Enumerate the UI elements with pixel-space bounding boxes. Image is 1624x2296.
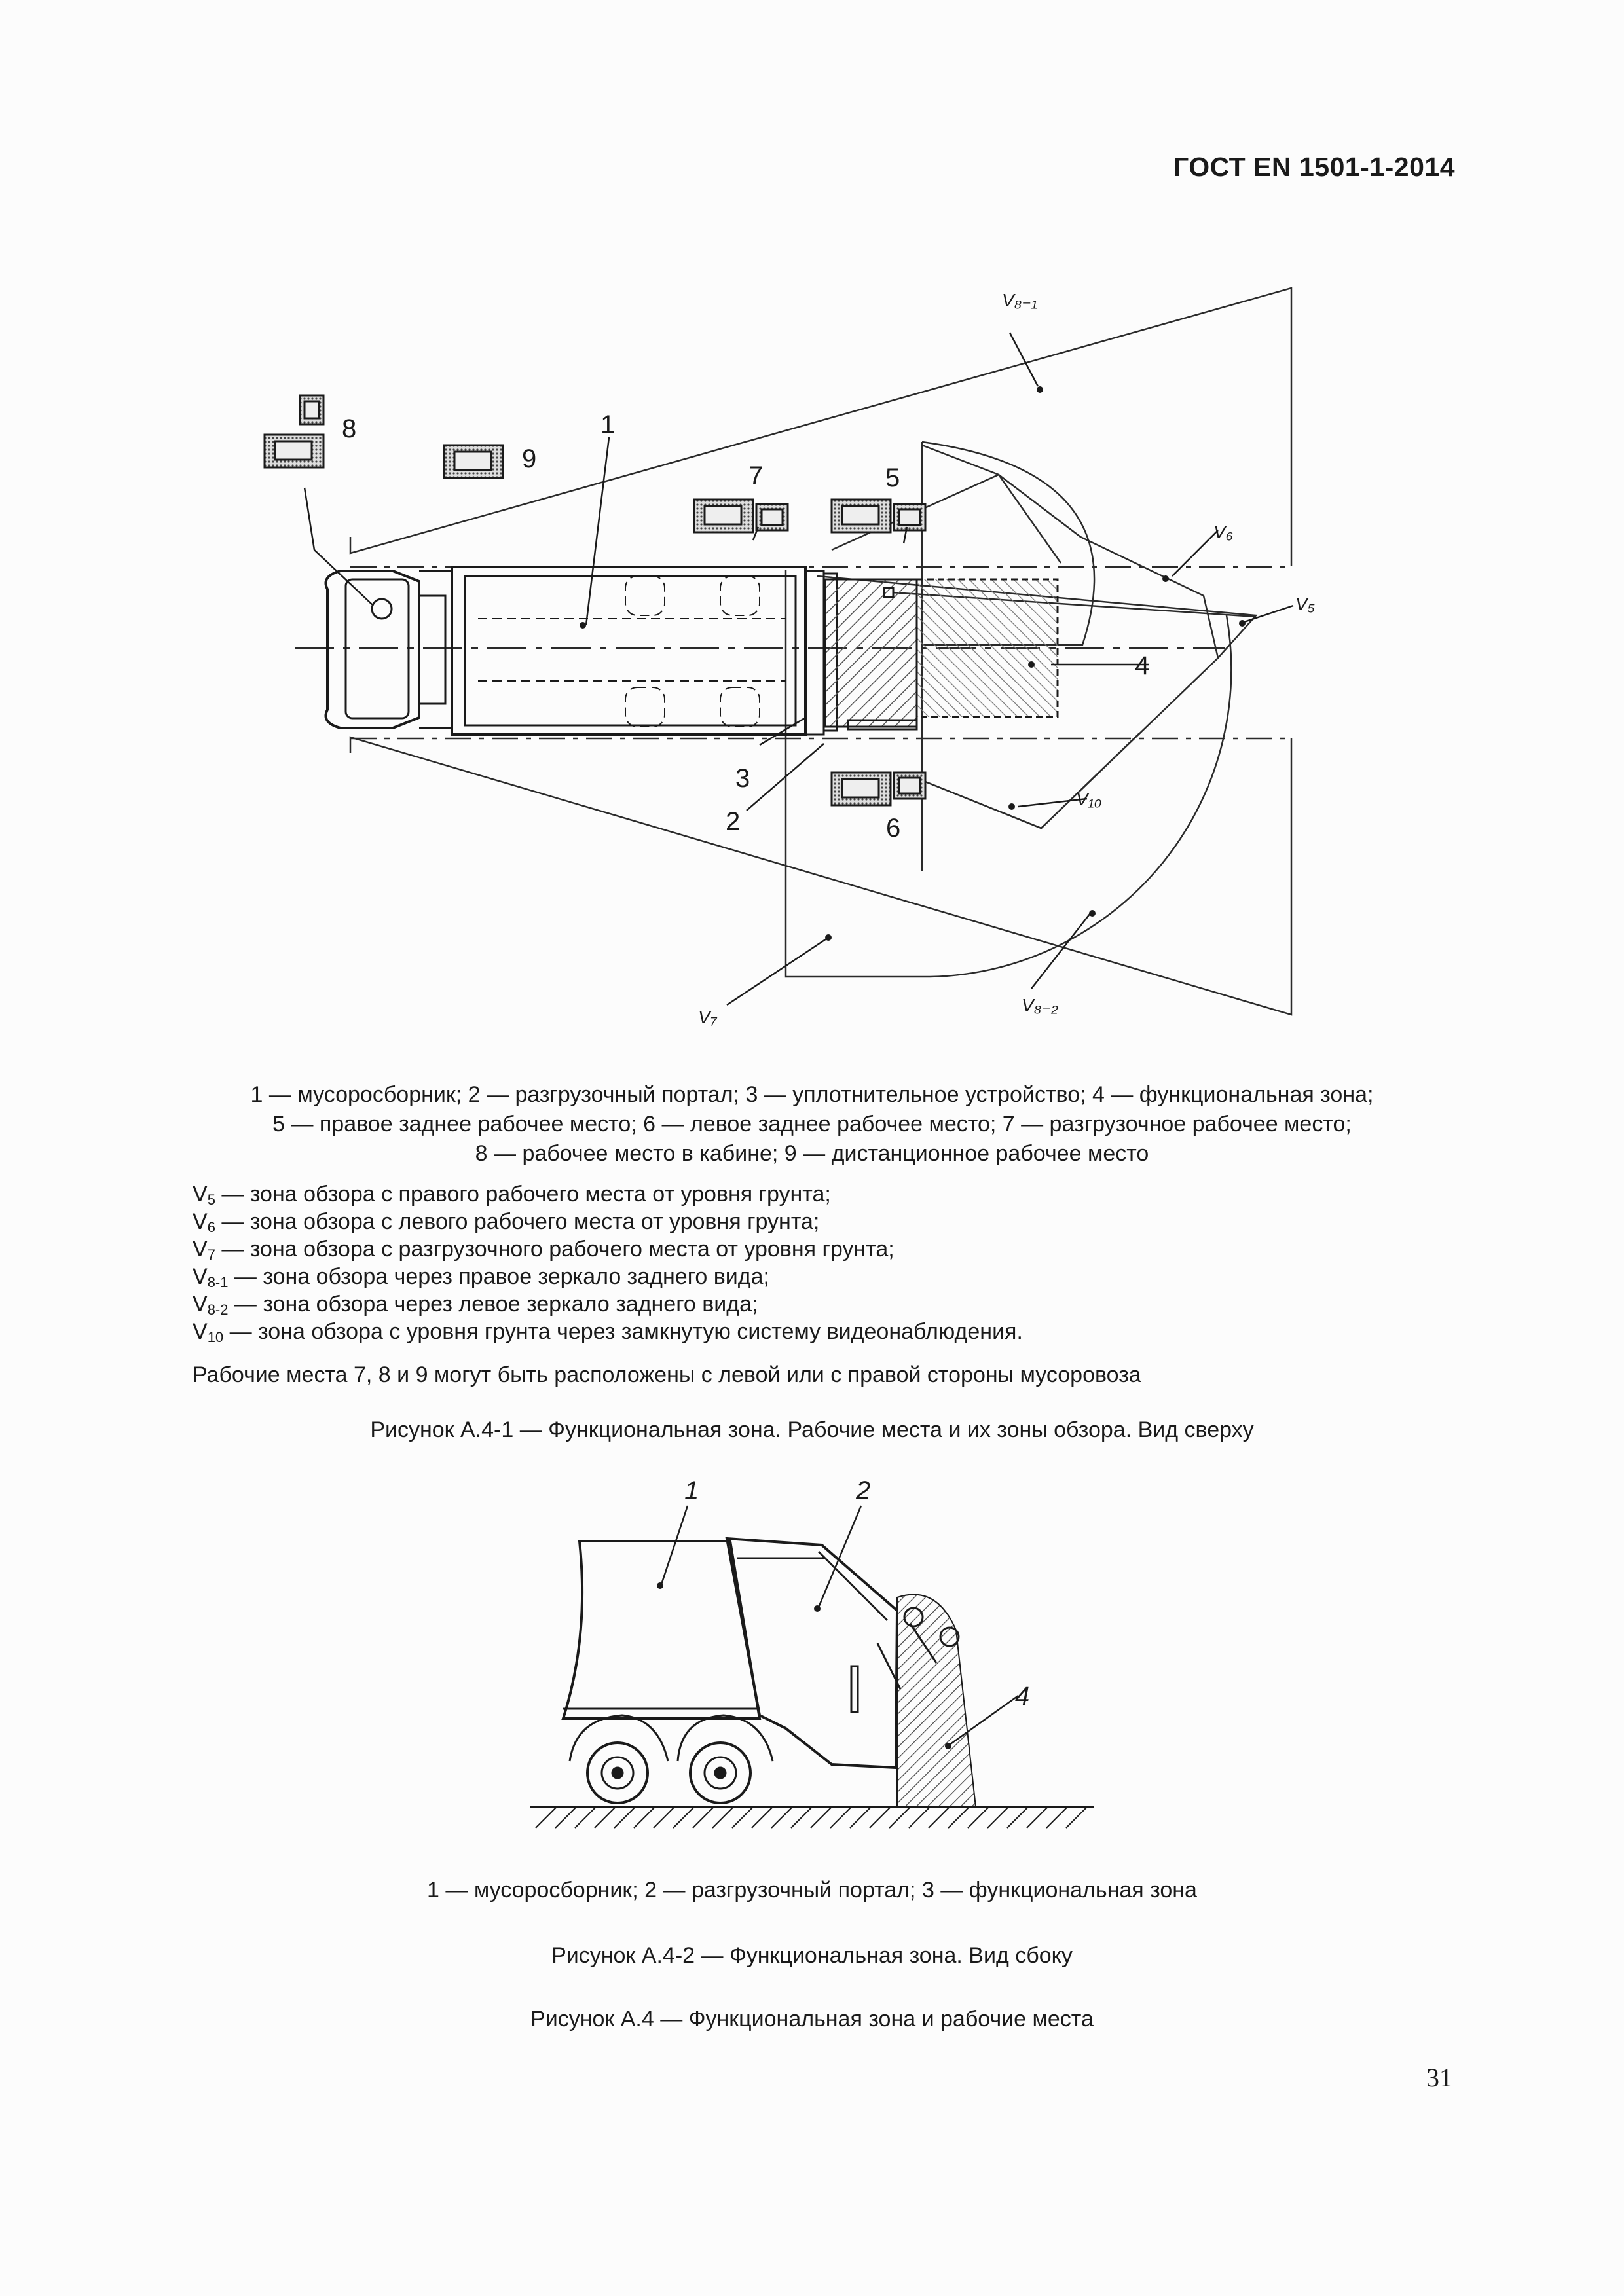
label-3: 3 [735, 764, 750, 793]
zone-v8-2-boundary [350, 737, 1291, 1015]
label-9: 9 [522, 445, 537, 473]
side-label-2: 2 [856, 1476, 871, 1505]
refuse-container-side [563, 1541, 760, 1719]
zone-label-v5: V₅ [1295, 594, 1315, 614]
refuse-truck-top [326, 567, 1058, 735]
legend-line: 1 — мусоросборник; 2 — разгрузочный портал; 3 — уплотнительное устройство; 4 — функциональная зона; [250, 1082, 1374, 1107]
figure-top-view [0, 262, 1624, 1048]
side-label-1: 1 [684, 1476, 699, 1505]
compaction-device [825, 579, 917, 727]
zone-legend-item: $V_{8-1}$ — зона обзора через правое зеркало заднего вида; [193, 1264, 769, 1290]
document-header: ГОСТ EN 1501-1-2014 [1173, 152, 1455, 182]
figure2-caption: Рисунок А.4-2 — Функциональная зона. Вид сбоку [551, 1943, 1073, 1968]
figure-side-view [0, 1467, 1624, 1833]
label-6: 6 [886, 814, 901, 843]
label-1: 1 [600, 410, 616, 439]
figure-caption: Рисунок А.4 — Функциональная зона и рабочие места [530, 2007, 1094, 2032]
label-4: 4 [1135, 651, 1150, 680]
page-number: 31 [1426, 2063, 1452, 2092]
label-5: 5 [885, 464, 900, 492]
figure1-legend [0, 1080, 1624, 1169]
figure2-legend: 1 — мусоросборник; 2 — разгрузочный портал; 3 — функциональная зона [427, 1878, 1197, 1903]
zone-label-v7: V₇ [698, 1007, 717, 1027]
refuse-container-top [452, 567, 805, 735]
zone-legend-item: $V_5$ — зона обзора с правого рабочего места от уровня грунта; [193, 1182, 831, 1208]
legend-line: 5 — правое заднее рабочее место; 6 — левое заднее рабочее место; 7 — разгрузочное рабочее место; [272, 1112, 1352, 1137]
zone-label-v8-1: V₈₋₁ [1002, 290, 1038, 310]
zone-label-v6: V₆ [1213, 522, 1233, 542]
legend-line: 8 — рабочее место в кабине; 9 — дистанционное рабочее место [475, 1141, 1149, 1166]
label-8: 8 [342, 414, 357, 443]
label-2: 2 [726, 807, 741, 836]
side-label-4: 4 [1015, 1682, 1030, 1711]
zone-legend [193, 1180, 1023, 1345]
note: Рабочие места 7, 8 и 9 могут быть расположены с левой или с правой стороны мусоровоза [193, 1362, 1141, 1387]
zone-label-v8-2: V₈₋₂ [1022, 995, 1058, 1015]
figure1-caption: Рисунок А.4-1 — Функциональная зона. Рабочие места и их зоны обзора. Вид сверху [370, 1417, 1254, 1442]
functional-zone-side [897, 1595, 976, 1807]
zone-legend-item: $V_7$ — зона обзора с разгрузочного рабочего места от уровня грунта; [193, 1237, 895, 1263]
discharge-portal-side [727, 1539, 897, 1768]
zone-legend-item: $V_6$ — зона обзора с левого рабочего места от уровня грунта; [193, 1209, 820, 1235]
zone-v8-1-boundary [350, 288, 1291, 566]
zone-legend-item: $V_{8-2}$ — зона обзора через левое зеркало заднего вида; [193, 1292, 758, 1318]
zone-legend-item: $V_{10}$ — зона обзора с уровня грунта через замкнутую систему видеонаблюдения. [193, 1319, 1023, 1345]
zone-label-v10: V₁₀ [1076, 789, 1102, 809]
label-7: 7 [748, 462, 764, 490]
